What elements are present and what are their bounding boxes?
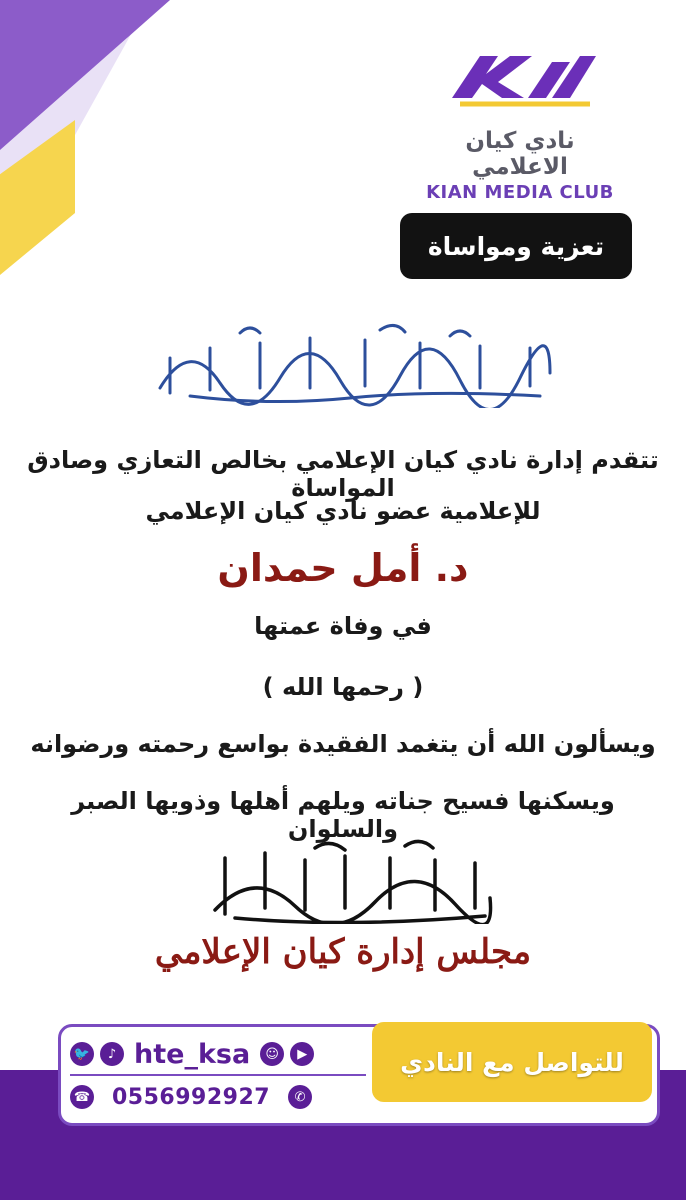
signature-council: مجلس إدارة كيان الإعلامي [154, 932, 532, 972]
twitter-icon[interactable]: 🐦 [70, 1042, 94, 1066]
quran-verse-calligraphy-bottom [205, 838, 495, 924]
kian-logo-mark [440, 48, 600, 110]
social-row [70, 1034, 366, 1076]
snapchat-icon[interactable]: ☺ [260, 1042, 284, 1066]
message-line-4: في وفاة عمتها [254, 612, 432, 640]
message-line-7: ويسكنها فسيح جناته ويلهم أهلها وذويها الصبر والسلوان [71, 787, 615, 843]
social-handle[interactable]: hte_ksa [134, 1038, 251, 1070]
honoree-name: د. أمل حمدان [217, 546, 469, 590]
logo-arabic-text: نادي كيان الاعلامي [465, 128, 575, 180]
message-line-5: ( رحمها الله ) [262, 673, 424, 701]
corner-purple-shape [0, 0, 170, 150]
whatsapp-icon[interactable]: ✆ [288, 1085, 312, 1109]
contact-club-button[interactable]: للتواصل مع النادي [372, 1022, 652, 1102]
condolence-badge: تعزية ومواساة [400, 213, 632, 279]
youtube-icon[interactable]: ▶ [290, 1042, 314, 1066]
phone-icon[interactable]: ☎ [70, 1085, 94, 1109]
club-logo [415, 48, 625, 203]
message-line-2: للإعلامية عضو نادي كيان الإعلامي [145, 497, 541, 525]
phone-row [70, 1080, 366, 1114]
message-line-1: تتقدم إدارة نادي كيان الإعلامي بخالص التعازي وصادق المواساة [27, 446, 659, 502]
quran-verse-calligraphy-top [150, 318, 560, 408]
logo-english-text: KIAN MEDIA CLUB [426, 182, 614, 203]
message-line-6: ويسألون الله أن يتغمد الفقيدة بواسع رحمته ورضوانه [30, 730, 656, 758]
phone-number[interactable]: 0556992927 [112, 1084, 271, 1110]
tiktok-icon[interactable]: ♪ [100, 1042, 124, 1066]
